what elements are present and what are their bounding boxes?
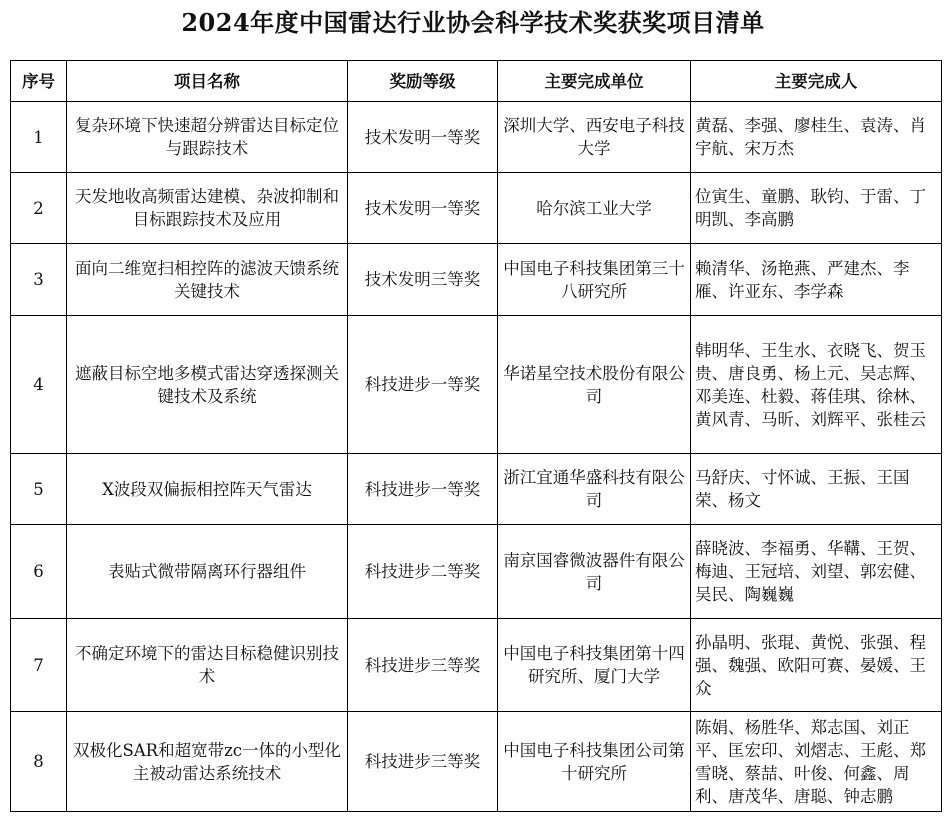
row-level: 科技进步二等奖 [348, 525, 498, 619]
row-unit: 华诺星空技术股份有限公司 [498, 316, 691, 454]
header-level: 奖励等级 [348, 61, 498, 102]
row-name: 遮蔽目标空地多模式雷达穿透探测关键技术及系统 [67, 316, 348, 454]
row-level: 技术发明一等奖 [348, 173, 498, 244]
row-level: 技术发明三等奖 [348, 244, 498, 316]
row-name: 面向二维宽扫相控阵的滤波天馈系统关键技术 [67, 244, 348, 316]
row-no: 6 [11, 525, 67, 619]
row-level: 科技进步一等奖 [348, 316, 498, 454]
table-row [11, 712, 942, 812]
row-name: 不确定环境下的雷达目标稳健识别技术 [67, 619, 348, 712]
row-people: 位寅生、童鹏、耿钧、于雷、丁明凯、李高鹏 [691, 173, 942, 244]
row-unit: 中国电子科技集团第三十八研究所 [498, 244, 691, 316]
table-row [11, 454, 942, 525]
header-no: 序号 [11, 61, 67, 102]
row-level: 科技进步三等奖 [348, 619, 498, 712]
header-name: 项目名称 [67, 61, 348, 102]
row-name: 天发地收高频雷达建模、杂波抑制和目标跟踪技术及应用 [67, 173, 348, 244]
row-unit: 哈尔滨工业大学 [498, 173, 691, 244]
row-people: 韩明华、王生水、衣晓飞、贺玉贵、唐良勇、杨上元、吴志辉、邓美连、杜毅、蒋佳琪、徐林、黄风青、马昕、刘辉平、张桂云 [691, 316, 942, 454]
row-people: 马舒庆、寸怀诚、王振、王国荣、杨文 [691, 454, 942, 525]
table-row [11, 316, 942, 454]
row-level: 技术发明一等奖 [348, 102, 498, 173]
row-no: 2 [11, 173, 67, 244]
header-row [11, 61, 942, 102]
row-name: 复杂环境下快速超分辨雷达目标定位与跟踪技术 [67, 102, 348, 173]
row-name: 双极化SAR和超宽带zc一体的小型化主被动雷达系统技术 [67, 712, 348, 812]
row-level: 科技进步一等奖 [348, 454, 498, 525]
row-people: 孙晶明、张琨、黄悦、张强、程强、魏强、欧阳可赛、晏媛、王众 [691, 619, 942, 712]
row-no: 7 [11, 619, 67, 712]
table-row [11, 102, 942, 173]
row-name: 表贴式微带隔离环行器组件 [67, 525, 348, 619]
row-no: 4 [11, 316, 67, 454]
row-unit: 中国电子科技集团公司第十研究所 [498, 712, 691, 812]
row-people: 薛晓波、李福勇、华鞲、王贺、梅迪、王冠培、刘望、郭宏健、吴民、陶巍巍 [691, 525, 942, 619]
row-name: X波段双偏振相控阵天气雷达 [67, 454, 348, 525]
page-title: 2024年度中国雷达行业协会科学技术奖获奖项目清单 [181, 8, 765, 37]
row-unit: 浙江宜通华盛科技有限公司 [498, 454, 691, 525]
table-row [11, 619, 942, 712]
row-unit: 中国电子科技集团第十四研究所、厦门大学 [498, 619, 691, 712]
row-no: 5 [11, 454, 67, 525]
header-unit: 主要完成单位 [498, 61, 691, 102]
table-row [11, 173, 942, 244]
row-level: 科技进步三等奖 [348, 712, 498, 812]
row-people: 黄磊、李强、廖桂生、袁涛、肖宇航、宋万杰 [691, 102, 942, 173]
row-no: 8 [11, 712, 67, 812]
header-people: 主要完成人 [691, 61, 942, 102]
row-people: 赖清华、汤艳燕、严建杰、李雁、许亚东、李学森 [691, 244, 942, 316]
row-unit: 深圳大学、西安电子科技大学 [498, 102, 691, 173]
row-no: 1 [11, 102, 67, 173]
table-row [11, 525, 942, 619]
table-row [11, 244, 942, 316]
row-unit: 南京国睿微波器件有限公司 [498, 525, 691, 619]
row-no: 3 [11, 244, 67, 316]
row-people: 陈娟、杨胜华、郑志国、刘正平、匡宏印、刘熠志、王彪、郑雪晓、蔡喆、叶俊、何鑫、周利、唐茂华、唐聪、钟志鹏 [691, 712, 942, 812]
awards-table [10, 60, 942, 812]
